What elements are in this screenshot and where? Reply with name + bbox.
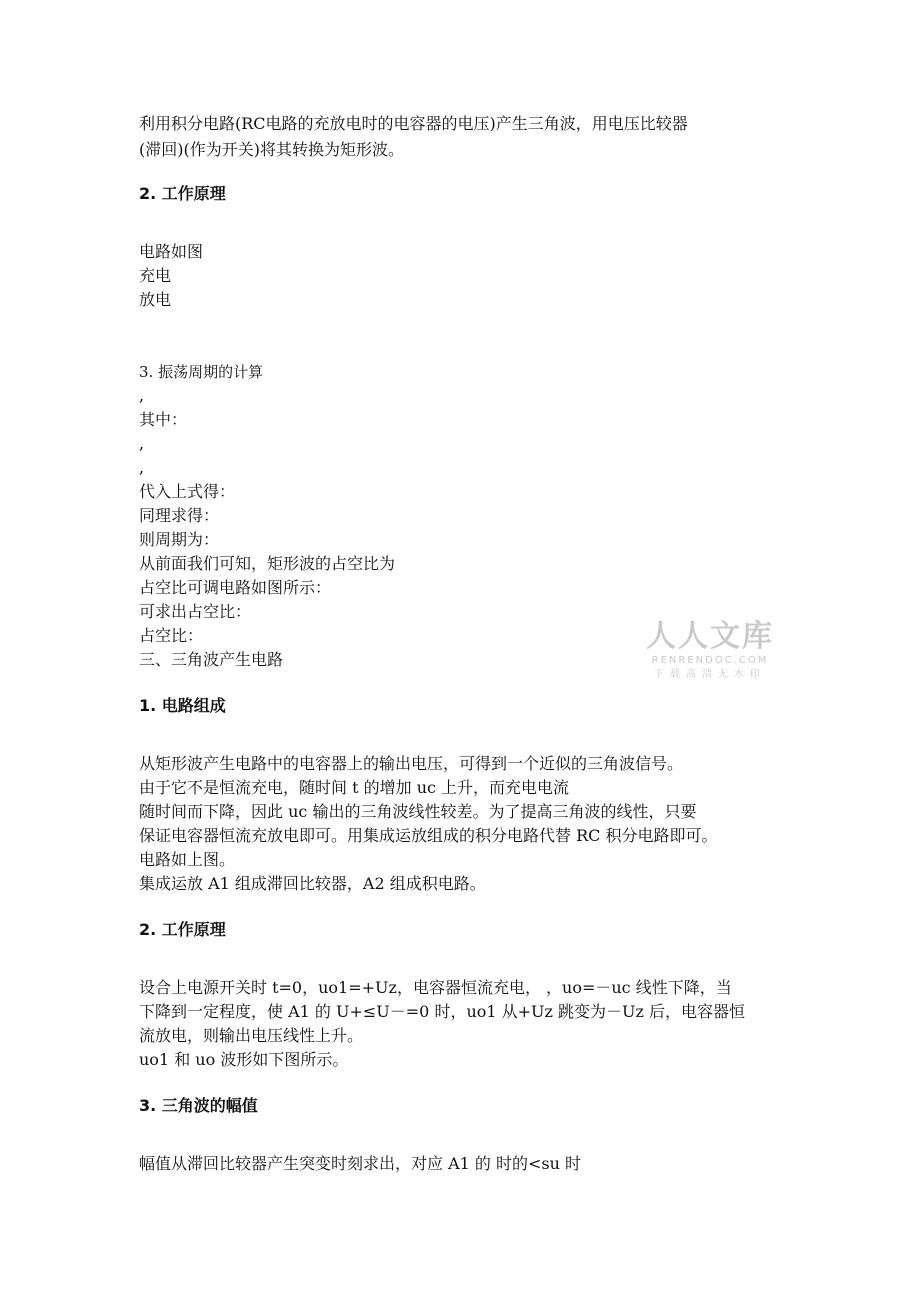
text-line: 同理求得： — [139, 506, 220, 525]
section-heading-circuit-composition: 1. 电路组成 — [139, 696, 226, 715]
section-heading-period: 3. 振荡周期的计算 — [139, 363, 264, 381]
watermark-domain: RENRENDOC.COM — [651, 655, 769, 666]
text-line: , — [139, 386, 145, 405]
section-title-triangle-wave: 三、三角波产生电路 — [139, 650, 284, 669]
text-line: 充电 — [139, 266, 172, 285]
intro-line-2: (滞回)(作为开关)将其转换为矩形波。 — [139, 140, 404, 159]
text-line: 设合上电源开关时 t=0，uo1=+Uz，电容器恒流充电， ，uo=－uc 线性下降，当 — [139, 978, 732, 997]
text-line: 从矩形波产生电路中的电容器上的输出电压，可得到一个近似的三角波信号。 — [139, 754, 684, 773]
text-line: 放电 — [139, 290, 172, 309]
text-line: 从前面我们可知，矩形波的占空比为 — [139, 554, 396, 573]
text-line: 则周期为： — [139, 530, 220, 549]
section-heading-working-principle: 2. 工作原理 — [139, 184, 226, 203]
section-heading-amplitude: 3. 三角波的幅值 — [139, 1096, 258, 1115]
watermark-title: 人人文库 — [646, 619, 774, 654]
text-line: 下降到一定程度，使 A1 的 U+≤U－=0 时，uo1 从+Uz 跳变为－Uz 后，电容器恒 — [139, 1002, 746, 1021]
watermark-tagline: 下载高清无水印 — [654, 669, 766, 680]
watermark-logo — [640, 620, 780, 682]
text-line: 代入上式得： — [139, 482, 236, 501]
text-line: 随时间而下降，因此 uc 输出的三角波线性较差。为了提高三角波的线性，只要 — [139, 802, 697, 821]
text-line: 流放电，则输出电压线性上升。 — [139, 1026, 364, 1045]
text-line: , — [139, 458, 145, 477]
text-line: 集成运放 A1 组成滞回比较器，A2 组成积电路。 — [139, 874, 486, 893]
text-line: 占空比： — [139, 626, 204, 645]
text-line: 幅值从滞回比较器产生突变时刻求出，对应 A1 的 时的<su 时 — [139, 1154, 582, 1173]
text-line: 占空比可调电路如图所示： — [139, 578, 332, 597]
text-line: 其中： — [139, 410, 188, 429]
text-line: 由于它不是恒流充电，随时间 t 的增加 uc 上升，而充电电流 — [139, 778, 570, 797]
text-line: 可求出占空比： — [139, 602, 252, 621]
text-line: , — [139, 434, 145, 453]
section-heading-working-principle-2: 2. 工作原理 — [139, 920, 226, 939]
text-line: 保证电容器恒流充放电即可。用集成运放组成的积分电路代替 RC 积分电路即可。 — [139, 826, 718, 845]
text-line: 电路如上图。 — [139, 850, 236, 869]
text-line: 电路如图 — [139, 242, 204, 261]
intro-line-1: 利用积分电路(RC电路的充放电时的电容器的电压)产生三角波，用电压比较器 — [139, 114, 688, 133]
text-line: uo1 和 uo 波形如下图所示。 — [139, 1050, 349, 1069]
